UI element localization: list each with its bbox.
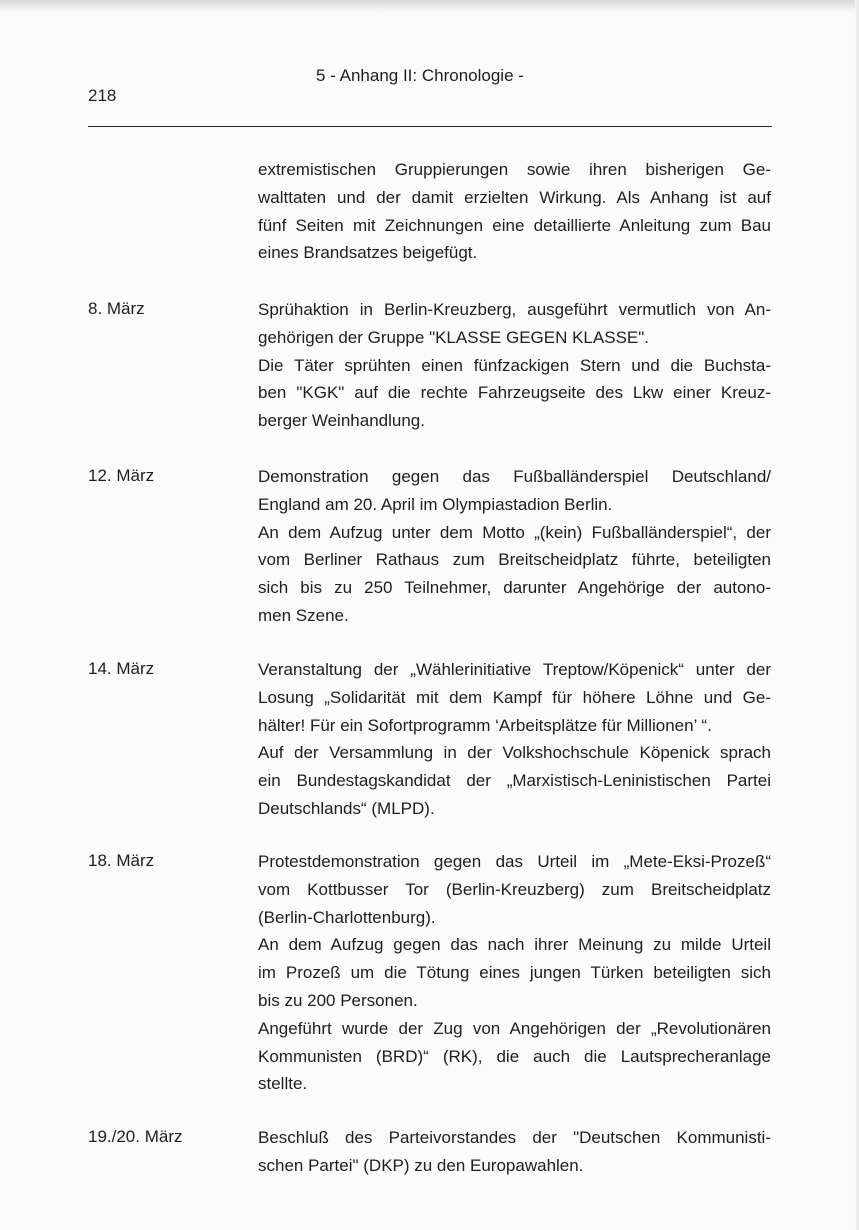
text-line: An dem Aufzug unter dem Motto „(kein) Fußballänderspiel“, der	[258, 522, 771, 542]
text-line: ein Bundestagskandidat der „Marxistisch-Leninistischen Partei	[258, 771, 771, 791]
text-line: hälter! Für ein Sofortprogramm ‘Arbeitsplätze für Millionen’ “.	[258, 715, 712, 735]
text-line: Veranstaltung der „Wählerinitiative Treptow/Köpenick“ unter der	[258, 660, 771, 679]
entry-text	[258, 656, 771, 823]
text-line: extremistischen Gruppierungen sowie ihren bisherigen Ge-	[258, 160, 771, 179]
entry-text	[258, 1124, 771, 1180]
text-line: Deutschlands“ (MLPD).	[258, 798, 435, 818]
entry-date: 19./20. März	[88, 1127, 183, 1146]
text-line: Protestdemonstration gegen das Urteil im „Mete-Eksi-Prozeß“	[258, 852, 771, 871]
text-line: England am 20. April im Olympiastadion Berlin.	[258, 494, 613, 514]
scan-edge-top	[0, 0, 859, 14]
text-line: sich bis zu 250 Teilnehmer, darunter Angehörige der autono-	[258, 578, 771, 598]
text-line: An dem Aufzug gegen das nach ihrer Meinung zu milde Urteil	[258, 935, 771, 955]
entry-date: 8. März	[88, 299, 145, 318]
entry-date: 12. März	[88, 466, 155, 485]
entry-date: 18. März	[88, 851, 155, 870]
text-line: stellte.	[258, 1074, 308, 1094]
entry-text	[258, 463, 771, 630]
text-line: Beschluß des Parteivorstandes der "Deutschen Kommunisti-	[258, 1128, 771, 1147]
entry-text	[258, 296, 771, 435]
entry-date: 14. März	[88, 659, 155, 678]
scan-edge-right	[855, 0, 859, 1230]
text-line: Demonstration gegen das Fußballänderspiel Deutschland/	[258, 467, 771, 486]
header-rule	[88, 126, 772, 127]
text-line: Losung „Solidarität mit dem Kampf für höhere Löhne und Ge-	[258, 687, 771, 707]
entry-text	[258, 848, 771, 1098]
text-line: Angeführt wurde der Zug von Angehörigen der „Revolutionären	[258, 1018, 771, 1038]
text-line: Sprühaktion in Berlin-Kreuzberg, ausgeführt vermutlich von An-	[258, 300, 771, 319]
text-line: vom Berliner Rathaus zum Breitscheidplatz führte, beteiligten	[258, 550, 771, 570]
text-line: vom Kottbusser Tor (Berlin-Kreuzberg) zum Breitscheidplatz	[258, 879, 771, 899]
text-line: gehörigen der Gruppe "KLASSE GEGEN KLASSE".	[258, 327, 649, 347]
text-line: Die Täter sprühten einen fünfzackigen Stern und die Buchsta-	[258, 355, 771, 375]
text-line: Kommunisten (BRD)“ (RK), die auch die Lautsprecheranlage	[258, 1046, 771, 1066]
page-number: 218	[88, 86, 117, 105]
text-line: (Berlin-Charlottenburg).	[258, 907, 436, 927]
text-line: fünf Seiten mit Zeichnungen eine detaillierte Anleitung zum Bau	[258, 215, 771, 235]
text-line: Auf der Versammlung in der Volkshochschule Köpenick sprach	[258, 743, 771, 763]
running-head: 5 - Anhang II: Chronologie -	[316, 66, 524, 85]
text-line: eines Brandsatzes beigefügt.	[258, 243, 478, 263]
text-line: men Szene.	[258, 605, 349, 625]
intro-paragraph	[258, 156, 771, 267]
text-line: schen Partei" (DKP) zu den Europawahlen.	[258, 1155, 584, 1175]
text-line: berger Weinhandlung.	[258, 411, 425, 431]
text-line: ben "KGK" auf die rechte Fahrzeugseite des Lkw einer Kreuz-	[258, 383, 771, 403]
text-line: walttaten und der damit erzielten Wirkung. Als Anhang ist auf	[258, 187, 771, 207]
text-line: im Prozeß um die Tötung eines jungen Türken beteiligten sich	[258, 963, 771, 983]
text-line: bis zu 200 Personen.	[258, 990, 418, 1010]
